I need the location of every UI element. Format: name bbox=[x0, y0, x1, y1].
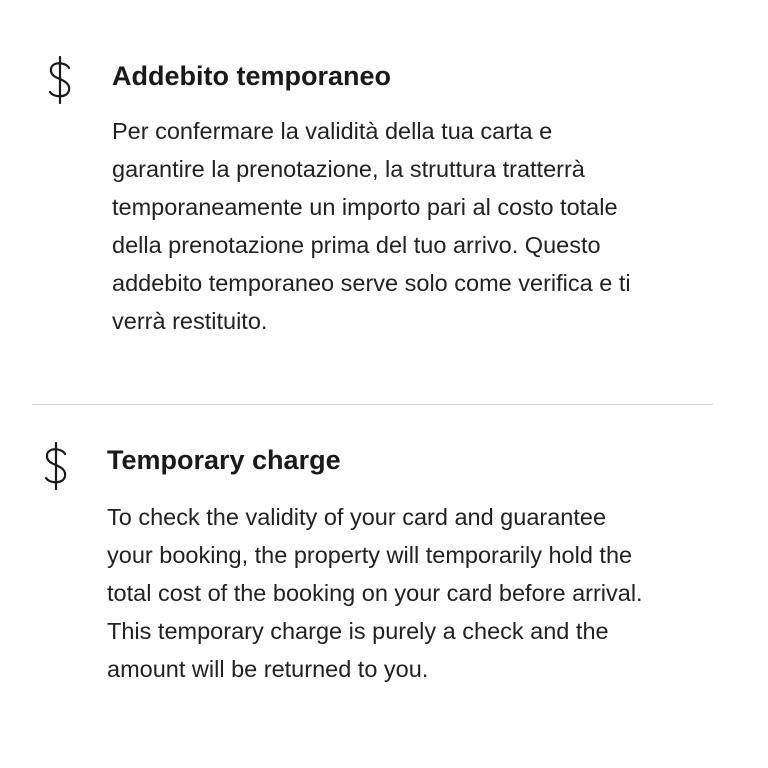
notice-body-line: addebito temporaneo serve solo come verifica e ti bbox=[112, 270, 631, 296]
notice-body-line: temporaneamente un importo pari al costo totale bbox=[112, 194, 618, 220]
notice-body bbox=[112, 112, 732, 340]
notice-body-line: your booking, the property will temporarily hold the bbox=[107, 542, 633, 568]
notice-body-line: della prenotazione prima del tuo arrivo. Questo bbox=[112, 232, 601, 258]
notice-body-line: Per confermare la validità della tua carta e bbox=[112, 118, 553, 144]
notice-body-line: total cost of the booking on your card before arrival. bbox=[107, 580, 643, 606]
notice-body bbox=[107, 498, 737, 688]
notice-title: Addebito temporaneo bbox=[112, 61, 392, 91]
notice-body-line: amount will be returned to you. bbox=[107, 656, 429, 682]
notice-body-line: garantire la prenotazione, la struttura tratterrà bbox=[112, 156, 585, 182]
section-divider bbox=[32, 404, 713, 405]
notice-body-line: This temporary charge is purely a check and the bbox=[107, 618, 609, 644]
dollar-icon bbox=[42, 440, 70, 492]
notice-title: Temporary charge bbox=[107, 445, 341, 475]
notice-body-line: verrà restituito. bbox=[112, 308, 268, 334]
notice-body-line: To check the validity of your card and guarantee bbox=[107, 504, 607, 530]
dollar-icon bbox=[46, 54, 74, 106]
